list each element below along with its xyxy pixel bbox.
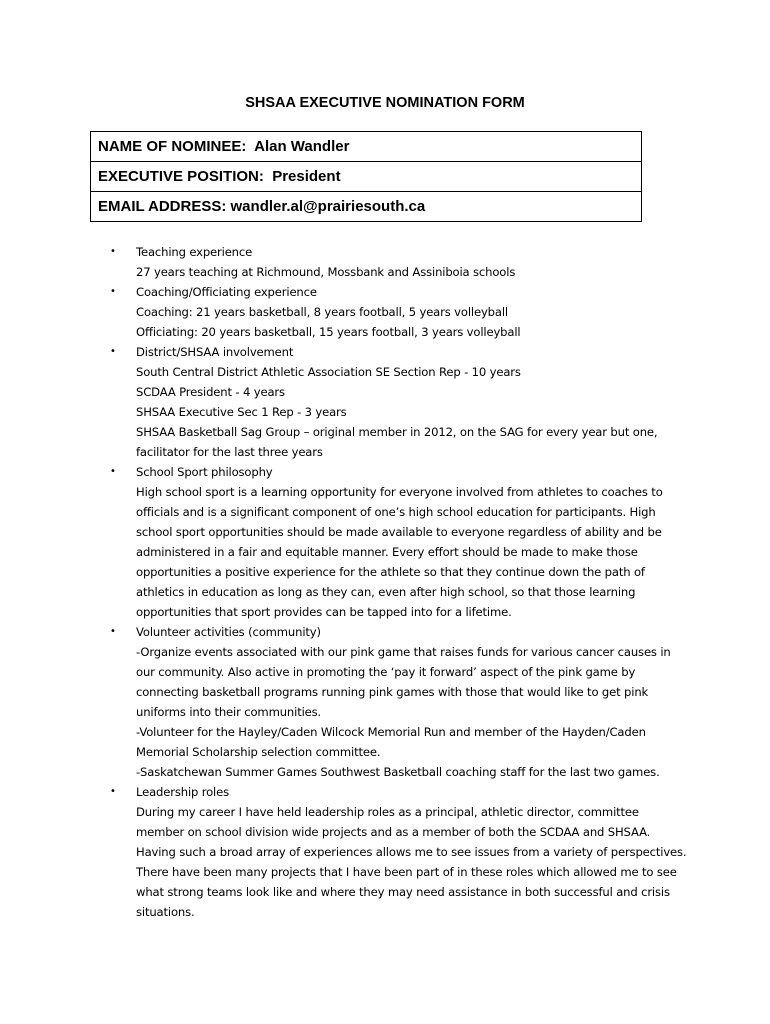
section-line: SCDAA President - 4 years	[136, 385, 285, 399]
section-line: situations.	[136, 905, 195, 919]
nominee-row	[91, 132, 642, 162]
section-line: High school sport is a learning opportunity for everyone involved from athletes to coaches to	[136, 485, 663, 499]
bullet-icon: •	[110, 786, 116, 797]
section-heading: Volunteer activities (community)	[136, 625, 321, 639]
position-row	[91, 162, 642, 192]
section-item	[106, 242, 696, 282]
nominee-info-table	[90, 131, 642, 222]
section-line: There have been many projects that I have been part of in these roles which allowed me to see	[136, 865, 677, 879]
section-line: South Central District Athletic Association SE Section Rep - 10 years	[136, 365, 521, 379]
section-line: what strong teams look like and where they may need assistance in both successful and crisis	[136, 885, 670, 899]
section-line: -Volunteer for the Hayley/Caden Wilcock Memorial Run and member of the Hayden/Caden	[136, 725, 646, 739]
section-heading: District/SHSAA involvement	[136, 345, 294, 359]
section-heading: Leadership roles	[136, 785, 230, 799]
section-line: member on school division wide projects and as a member of both the SCDAA and SHSAA.	[136, 825, 651, 839]
section-line: athletics in education as long as they can, even after high school, so that those learning	[136, 585, 636, 599]
section-line: During my career I have held leadership roles as a principal, athletic director, committee	[136, 805, 639, 819]
email-row	[91, 192, 642, 222]
position-label: EXECUTIVE POSITION:	[98, 168, 264, 185]
section-heading: School Sport philosophy	[136, 465, 273, 479]
section-item	[106, 342, 696, 462]
section-line: Having such a broad array of experiences allows me to see issues from a variety of perspectives.	[136, 845, 687, 859]
bullet-icon: •	[110, 286, 116, 297]
email-value: wandler.al@prairiesouth.ca	[230, 198, 426, 215]
bullet-icon: •	[110, 626, 116, 637]
section-item	[106, 462, 696, 622]
section-line: SHSAA Executive Sec 1 Rep - 3 years	[136, 405, 347, 419]
section-item	[106, 782, 696, 922]
section-line: our community. Also active in promoting the ‘pay it forward’ aspect of the pink game by	[136, 665, 636, 679]
email-cell	[91, 192, 642, 222]
section-heading: Coaching/Officiating experience	[136, 285, 317, 299]
section-line: administered in a fair and equitable manner. Every effort should be made to make those	[136, 545, 638, 559]
form-title: SHSAA EXECUTIVE NOMINATION FORM	[245, 95, 525, 111]
bullet-icon: •	[110, 346, 116, 357]
bullet-icon: •	[110, 466, 116, 477]
section-line: -Saskatchewan Summer Games Southwest Basketball coaching staff for the last two games.	[136, 765, 660, 779]
section-line: Officiating: 20 years basketball, 15 years football, 3 years volleyball	[136, 325, 521, 339]
email-label: EMAIL ADDRESS:	[98, 198, 227, 215]
section-heading: Teaching experience	[136, 245, 253, 259]
section-line: school sport opportunities should be made available to everyone regardless of ability and be	[136, 525, 662, 539]
section-line: Coaching: 21 years basketball, 8 years football, 5 years volleyball	[136, 305, 508, 319]
position-value: President	[272, 168, 341, 185]
section-line: opportunities that sport provides can be tapped into for a lifetime.	[136, 605, 512, 619]
nominee-cell	[91, 132, 642, 162]
section-line: -Organize events associated with our pink game that raises funds for various cancer causes in	[136, 645, 671, 659]
section-line: Memorial Scholarship selection committee.	[136, 745, 381, 759]
position-cell	[91, 162, 642, 192]
section-line: opportunities a positive experience for the athlete so that they continue down the path of	[136, 565, 645, 579]
section-line: 27 years teaching at Richmound, Mossbank and Assiniboia schools	[136, 265, 516, 279]
nominee-label: NAME OF NOMINEE:	[98, 138, 247, 155]
section-line: connecting basketball programs running pink games with those that would like to get pink	[136, 685, 649, 699]
section-line: officials and is a significant component of one’s high school education for participants. High	[136, 505, 656, 519]
bullet-icon: •	[110, 246, 116, 257]
section-line: facilitator for the last three years	[136, 445, 323, 459]
section-line: uniforms into their communities.	[136, 705, 322, 719]
section-item	[106, 282, 696, 342]
nominee-name: Alan Wandler	[254, 138, 350, 155]
section-line: SHSAA Basketball Sag Group – original member in 2012, on the SAG for every year but one,	[136, 425, 658, 439]
nomination-content	[106, 242, 696, 922]
section-item	[106, 622, 696, 782]
